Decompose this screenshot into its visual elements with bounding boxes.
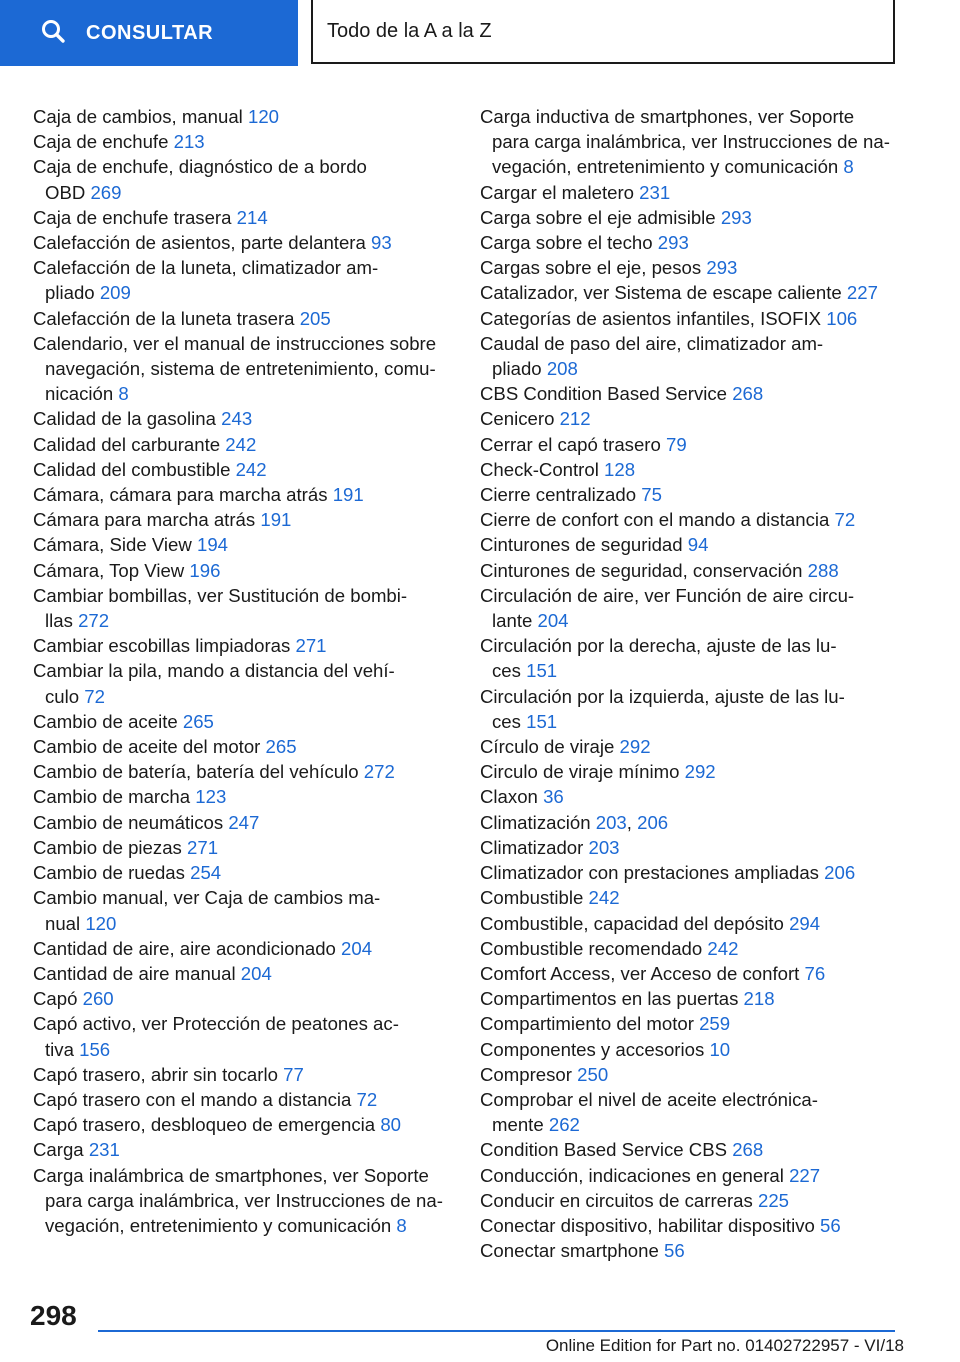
index-entry-text: ces (492, 710, 521, 732)
index-entry-text: mente (492, 1114, 544, 1136)
page-link[interactable]: 292 (684, 761, 716, 783)
page-link[interactable]: 36 (543, 786, 564, 808)
index-entry-text: Circulación por la izquierda, ajuste de las lu- (480, 685, 845, 707)
index-entry-text: Cargas sobre el eje, pesos (480, 257, 702, 279)
index-entry (480, 684, 910, 734)
index-entry (480, 961, 910, 986)
index-entry-text: Cambiar bombillas, ver Sustitución de bombi- (33, 584, 408, 606)
index-entry-text: Cambio de ruedas (33, 862, 185, 884)
index-entry (33, 936, 453, 961)
index-entry-text: Calefacción de asientos, parte delantera (33, 232, 366, 254)
index-entry-text: Carga (33, 1139, 84, 1161)
index-entry-text: Capó trasero con el mando a distancia (33, 1088, 352, 1110)
index-entry (480, 532, 910, 557)
index-entry-text: navegación, sistema de entretenimiento, comu- (45, 358, 436, 380)
page-link[interactable]: 271 (295, 635, 327, 657)
index-entry (480, 457, 910, 482)
index-entry-text: pliado (492, 358, 542, 380)
search-icon (40, 18, 86, 49)
page-link[interactable]: 151 (526, 660, 558, 682)
page-link[interactable]: 120 (85, 912, 117, 934)
page-link[interactable]: 8 (396, 1214, 407, 1236)
index-entry (480, 331, 910, 381)
index-entry-text: lante (492, 610, 533, 632)
index-entry-text: Claxon (480, 786, 538, 808)
index-entry (33, 1087, 453, 1112)
index-entry-text: Climatizador (480, 836, 584, 858)
index-entry (33, 154, 453, 204)
index-entry-text: Circulación por la derecha, ajuste de las lu- (480, 635, 837, 657)
index-entry-text: Cambio de neumáticos (33, 811, 224, 833)
index-entry-text: Capó trasero, abrir sin tocarlo (33, 1063, 278, 1085)
index-entry (33, 860, 453, 885)
footer-edition-text: Online Edition for Part no. 01402722957 - VI/18 (545, 1336, 904, 1355)
index-entry (33, 784, 453, 809)
page-link[interactable]: 254 (190, 862, 222, 884)
index-entry (480, 1087, 910, 1137)
index-entry-text: Carga inalámbrica de smartphones, ver Soporte (33, 1164, 429, 1186)
index-entry (480, 1137, 910, 1162)
page-link[interactable]: 128 (604, 458, 636, 480)
index-entry-text: Cantidad de aire, aire acondicionado (33, 937, 336, 959)
page-link[interactable]: 250 (577, 1063, 609, 1085)
index-entry-text: ces (492, 660, 521, 682)
index-entry-text: Cenicero (480, 408, 555, 430)
index-entry (33, 230, 453, 255)
index-entry (480, 1188, 910, 1213)
page-number: 298 (30, 1300, 77, 1331)
page-link[interactable]: 272 (78, 610, 110, 632)
section-title: Todo de la A a la Z (327, 19, 492, 42)
page-link[interactable]: 76 (804, 962, 826, 984)
index-entry (33, 885, 453, 935)
index-entry-text: Cinturones de seguridad (480, 534, 683, 556)
page-link[interactable]: 242 (225, 433, 257, 455)
index-entry-text: Condition Based Service CBS (480, 1139, 728, 1161)
index-entry (33, 583, 453, 633)
index-entry-text: Círculo de viraje (480, 736, 615, 758)
page-link[interactable]: 203 (588, 836, 620, 858)
page-link[interactable]: 106 (826, 307, 858, 329)
page-link[interactable]: 293 (720, 206, 752, 228)
page-link[interactable]: 75 (641, 484, 662, 506)
index-entry-text: OBD (45, 181, 86, 203)
index-entry-text: Cantidad de aire manual (33, 962, 236, 984)
index-entry (480, 759, 910, 784)
index-entry-text: Combustible recomendado (480, 937, 703, 959)
index-entry (33, 331, 453, 407)
index-entry-text: Cambio de marcha (33, 786, 191, 808)
index-entry (33, 306, 453, 331)
index-entry-text: Capó activo, ver Protección de peatones ac- (33, 1013, 399, 1035)
index-entry-text: vegación, entretenimiento y comunicación (492, 156, 839, 178)
consult-tab[interactable] (0, 0, 298, 66)
consult-tab-label: CONSULTAR (86, 21, 214, 44)
index-entry-text: Cámara, Side View (33, 534, 192, 556)
page-link[interactable]: 227 (846, 282, 878, 304)
page-link[interactable]: 272 (363, 761, 395, 783)
page-link[interactable]: 203 (595, 811, 627, 833)
index-entry (33, 129, 453, 154)
page-link[interactable]: 242 (707, 937, 739, 959)
page-link[interactable]: 72 (356, 1088, 378, 1110)
index-entry-text: Cambiar la pila, mando a distancia del vehí- (33, 660, 395, 682)
index-entry-text: Cinturones de seguridad, conservación (480, 559, 803, 581)
page-link[interactable]: 94 (687, 534, 709, 556)
index-entry-text: Caja de enchufe, diagnóstico de a bordo (33, 156, 367, 178)
index-entry-text: Calefacción de la luneta trasera (33, 307, 295, 329)
index-entry (480, 280, 910, 305)
index-entry-text: nual (45, 912, 81, 934)
index-entry-text: Calendario, ver el manual de instrucciones sobre (33, 332, 437, 354)
page-link[interactable]: 208 (546, 358, 578, 380)
index-entry-text: Cierre centralizado (480, 484, 637, 506)
index-entry (33, 507, 453, 532)
index-entry-text: Cambiar escobillas limpiadoras (33, 635, 291, 657)
page-link[interactable]: 268 (732, 383, 764, 405)
index-entry-text: Conectar smartphone (480, 1240, 659, 1262)
page-link[interactable]: 243 (221, 408, 253, 430)
index-entry-text: Capó trasero, desbloqueo de emergencia (33, 1114, 376, 1136)
index-entry-text: Cambio de aceite del motor (33, 736, 261, 758)
index-entry (33, 986, 453, 1011)
index-entry-text: Calidad de la gasolina (33, 408, 216, 430)
index-entry (33, 432, 453, 457)
index-entry-text: Caudal de paso del aire, climatizador am- (480, 332, 824, 354)
index-entry (33, 1062, 453, 1087)
footer-divider (98, 1330, 895, 1332)
index-entry (480, 306, 910, 331)
index-entry (33, 104, 453, 129)
page-link[interactable]: 191 (332, 484, 364, 506)
page-link[interactable]: 214 (236, 206, 268, 228)
page-link[interactable]: 8 (843, 156, 854, 178)
page-link[interactable]: 204 (341, 937, 373, 959)
page-link[interactable]: 80 (380, 1114, 402, 1136)
section-title-box (311, 0, 895, 64)
index-entry-text: Caja de enchufe (33, 131, 169, 153)
page-link[interactable]: 204 (537, 610, 569, 632)
index-entry-text: Compresor (480, 1063, 572, 1085)
index-entry (33, 961, 453, 986)
page-link[interactable]: 225 (758, 1189, 790, 1211)
index-entry (33, 558, 453, 583)
index-entry (480, 885, 910, 910)
index-entry-text: Cambio de piezas (33, 836, 182, 858)
index-entry-text: Componentes y accesorios (480, 1038, 705, 1060)
index-entry (480, 406, 910, 431)
index-entry (480, 1163, 910, 1188)
index-entry-text: Circulo de viraje mínimo (480, 761, 680, 783)
index-entry (480, 633, 910, 683)
index-entry-text: Compartimentos en las puertas (480, 988, 739, 1010)
index-entry-text: culo (45, 685, 80, 707)
index-entry (480, 230, 910, 255)
index-entry-text: Caja de enchufe trasera (33, 206, 232, 228)
index-entry (33, 1163, 453, 1239)
index-entry-text: pliado (45, 282, 95, 304)
page-link[interactable]: 196 (189, 559, 221, 581)
index-entry-text: Combustible, capacidad del depósito (480, 912, 784, 934)
index-entry-text: Calidad del combustible (33, 458, 231, 480)
index-entry-text: Cámara, cámara para marcha atrás (33, 484, 328, 506)
page-link[interactable]: 191 (260, 509, 292, 531)
index-entry-text: llas (45, 610, 73, 632)
page-link[interactable]: 56 (663, 1240, 685, 1262)
page-link[interactable]: 265 (182, 710, 214, 732)
index-entry (33, 759, 453, 784)
index-entry (480, 432, 910, 457)
index-entry (480, 180, 910, 205)
index-entry (480, 1062, 910, 1087)
page-link[interactable]: 72 (834, 509, 856, 531)
index-entry-text: Carga sobre el techo (480, 232, 653, 254)
index-entry-text: Cambio manual, ver Caja de cambios ma- (33, 887, 381, 909)
index-entry (480, 104, 910, 180)
page-link[interactable]: 194 (196, 534, 229, 556)
page-link[interactable]: 212 (559, 408, 591, 430)
page-link[interactable]: 56 (820, 1214, 841, 1236)
index-column-left (33, 104, 453, 1238)
page-link[interactable]: 93 (371, 232, 392, 254)
page-link[interactable]: 156 (79, 1038, 111, 1060)
index-entry (480, 1238, 910, 1263)
page-link[interactable]: 262 (548, 1114, 580, 1136)
page-link[interactable]: 206 (637, 811, 669, 833)
page-link[interactable]: 213 (173, 131, 205, 153)
page-link[interactable]: 72 (84, 685, 105, 707)
index-entry-text: para carga inalámbrica, ver Instrucciones de na- (492, 131, 890, 153)
index-entry (480, 986, 910, 1011)
index-entry (33, 734, 453, 759)
page-link[interactable]: 242 (588, 887, 620, 909)
index-entry (480, 381, 910, 406)
index-entry-text: para carga inalámbrica, ver Instrucciones de na- (45, 1189, 443, 1211)
index-entry-text: CBS Condition Based Service (480, 383, 728, 405)
page-link[interactable]: 204 (240, 962, 272, 984)
index-entry-text: nicación (45, 383, 114, 405)
index-entry (480, 784, 910, 809)
index-entry-text: Carga inductiva de smartphones, ver Soporte (480, 106, 855, 127)
index-entry (480, 860, 910, 885)
index-entry-text: Check-Control (480, 458, 599, 480)
page-link[interactable]: 218 (743, 988, 775, 1010)
index-column-right (480, 104, 910, 1263)
index-entry (33, 835, 453, 860)
index-entry-text: vegación, entretenimiento y comunicación (45, 1214, 392, 1236)
index-entry-text: Capó (33, 988, 78, 1010)
index-entry (33, 482, 453, 507)
index-entry-text: Comprobar el nivel de aceite electrónica- (480, 1088, 818, 1110)
index-entry-text: Calidad del carburante (33, 433, 221, 455)
index-entry-text: Conducción, indicaciones en general (480, 1164, 784, 1186)
index-entry (33, 457, 453, 482)
index-entry-text: Cambio de batería, batería del vehículo (33, 761, 359, 783)
page-link[interactable]: 292 (619, 736, 651, 758)
page-link[interactable]: 231 (639, 181, 671, 203)
index-entry-text: tiva (45, 1038, 74, 1060)
page-link[interactable]: 293 (657, 232, 689, 254)
index-entry (480, 1213, 910, 1238)
page-link[interactable]: 271 (187, 836, 219, 858)
index-entry-text: Climatizador con prestaciones ampliadas (480, 862, 819, 884)
index-entry-text: Conectar dispositivo, habilitar dispositivo (480, 1214, 815, 1236)
index-entry (33, 633, 453, 658)
page-link[interactable]: 294 (789, 912, 821, 934)
page-link[interactable]: 259 (699, 1013, 731, 1035)
index-entry (33, 205, 453, 230)
index-entry (33, 532, 453, 557)
index-entry: Climatización 203, 206 (480, 811, 669, 833)
index-entry (480, 482, 910, 507)
index-entry-text: Calefacción de la luneta, climatizador am- (33, 257, 379, 279)
page-link[interactable]: 205 (299, 307, 331, 329)
page-link[interactable]: 247 (228, 811, 260, 833)
index-entry-text: Comfort Access, ver Acceso de confort (480, 962, 800, 984)
index-entry (480, 734, 910, 759)
index-entry-text: Cámara, Top View (33, 559, 185, 581)
index-entry-text: Cámara para marcha atrás (33, 509, 256, 531)
index-entry (33, 1112, 453, 1137)
page-link[interactable]: 10 (709, 1038, 731, 1060)
page-link[interactable]: 265 (265, 736, 297, 758)
index-entry (480, 255, 910, 280)
index-entry-text: Catalizador, ver Sistema de escape caliente (480, 282, 842, 304)
index-entry (480, 507, 910, 532)
index-entry-text: Compartimiento del motor (480, 1013, 694, 1035)
page-link[interactable]: 231 (88, 1139, 120, 1161)
page-link[interactable]: 293 (706, 257, 738, 279)
index-entry (33, 810, 453, 835)
index-entry (480, 583, 910, 633)
index-entry (480, 835, 910, 860)
index-entry-text: Conducir en circuitos de carreras (480, 1189, 753, 1211)
page-link[interactable]: 77 (283, 1063, 304, 1085)
index-entry (480, 911, 910, 936)
page-link[interactable]: 227 (789, 1164, 821, 1186)
index-entry (480, 1037, 910, 1062)
index-entry (480, 1011, 910, 1036)
page-link[interactable]: 151 (526, 710, 558, 732)
page-link[interactable]: 260 (82, 988, 114, 1010)
index-entry (33, 255, 453, 305)
page-link[interactable]: 209 (99, 282, 131, 304)
page-link[interactable]: 268 (732, 1139, 764, 1161)
page-link[interactable]: 269 (90, 181, 122, 203)
index-entry (33, 406, 453, 431)
index-entry-text: Combustible (480, 887, 584, 909)
index-entry (33, 658, 453, 708)
index-entry (33, 1011, 453, 1061)
page-link[interactable]: 120 (247, 106, 280, 127)
index-entry-text: Categorías de asientos infantiles, ISOFIX (480, 307, 822, 329)
index-entry (480, 558, 910, 583)
page-link[interactable]: 206 (824, 862, 856, 884)
index-entry (480, 205, 910, 230)
index-entry-text: Circulación de aire, ver Función de aire circu- (480, 584, 855, 606)
index-entry (33, 1137, 453, 1162)
index-entry-text: Carga sobre el eje admisible (480, 206, 716, 228)
index-entry-text: Cargar el maletero (480, 181, 634, 203)
index-entry-text: Caja de cambios, manual (33, 106, 243, 127)
index-entry-text: Cerrar el capó trasero (480, 433, 661, 455)
page-link[interactable]: 123 (195, 786, 227, 808)
index-entry-text: Cambio de aceite (33, 710, 178, 732)
index-entry-text: Climatización (480, 811, 591, 833)
page-link[interactable]: 242 (235, 458, 267, 480)
index-entry (33, 709, 453, 734)
page-link[interactable]: 79 (666, 433, 687, 455)
index-entry-text: Cierre de confort con el mando a distancia (480, 509, 830, 531)
index-entry (480, 936, 910, 961)
page-link[interactable]: 288 (807, 559, 839, 581)
page-link[interactable]: 8 (118, 383, 129, 405)
